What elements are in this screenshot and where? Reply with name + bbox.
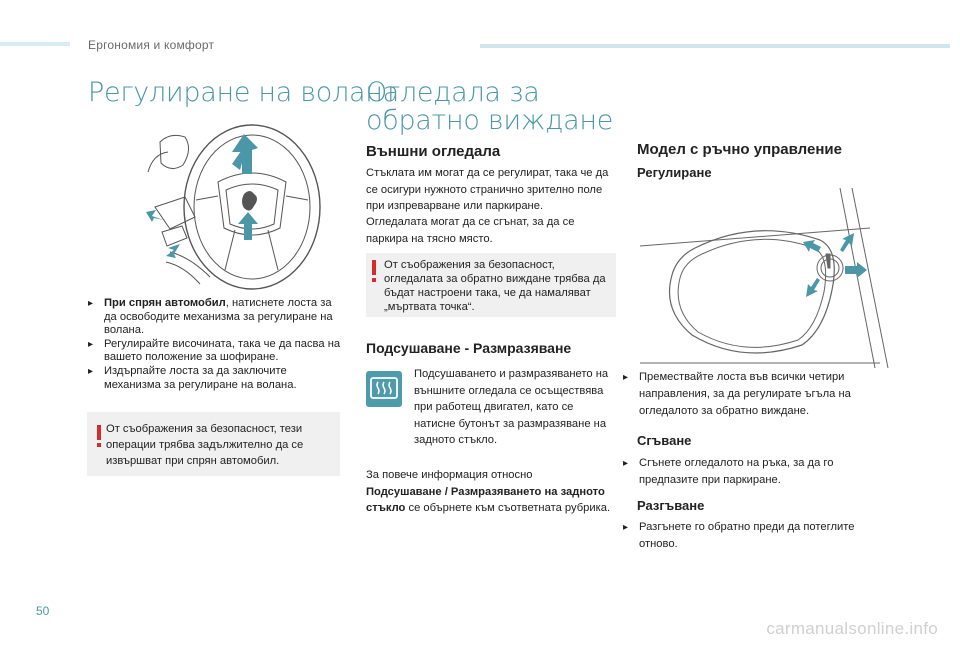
folding-para: Огледалата могат да се сгънат, за да се паркира на тясно място. xyxy=(366,216,575,245)
manual-model-heading: Модел с ръчно управление xyxy=(637,141,842,158)
exclamation-icon xyxy=(372,260,376,281)
list-item: ▸ Премествайте лоста във всички четири направления, за да регулирате ъгъла на огледалото за обратно виждане. xyxy=(623,371,851,417)
section-title: Ергономия и комфорт xyxy=(88,38,215,52)
header-accent-line xyxy=(480,44,950,48)
direction-arrows-icon xyxy=(803,233,867,297)
steering-wheel-illustration xyxy=(140,112,325,292)
up-arrow-icon xyxy=(232,134,258,174)
page-number: 50 xyxy=(36,604,50,618)
steering-steps-list xyxy=(88,297,343,392)
fold-steps-list xyxy=(623,455,893,489)
defrost-heading: Подсушаване - Размразяване xyxy=(366,340,572,356)
header-accent-bar xyxy=(0,42,70,46)
arrow-bullet-icon: ▸ xyxy=(623,458,629,469)
external-mirrors-para: Стъклата им могат да се регулират, така че да се осигури нужното странично зрително поле при изпреварване или паркиране. xyxy=(366,167,609,212)
rear-defrost-icon xyxy=(366,371,402,407)
arrow-bullet-icon: ▸ xyxy=(88,338,94,350)
arrow-bullet-icon: ▸ xyxy=(88,298,94,309)
list-item: ▸ Разгънете го обратно преди да потеглите отново. xyxy=(623,521,855,550)
list-item: ▸ При спрян автомобил, натиснете лоста за да освободите механизма за регулиране на волана. xyxy=(88,297,333,337)
exclamation-icon xyxy=(97,425,101,446)
steering-warning-text: От съображения за безопасност, тези операции трябва задължително да се извършват при спрян автомобил. xyxy=(106,423,304,467)
mirror-control-illustration xyxy=(640,188,895,368)
steering-warning-box xyxy=(87,412,340,476)
adjust-steps-list xyxy=(623,369,893,420)
mirrors-title-line1: Огледала за xyxy=(366,77,540,108)
arrow-bullet-icon: ▸ xyxy=(623,522,629,533)
list-item: ▸ Сгънете огледалото на ръка, за да го предпазите при паркиране. xyxy=(623,457,834,486)
list-item: ▸ Регулирайте височината, така че да пасва на вашето положение за шофиране. xyxy=(88,337,341,364)
unfold-heading: Разгъване xyxy=(637,498,705,513)
list-item: ▸ Издърпайте лоста за да заключите механизма за регулиране на волана. xyxy=(88,364,297,391)
mirror-warning-box xyxy=(366,253,616,317)
unfold-steps-list xyxy=(623,519,893,553)
brand-logo-icon xyxy=(242,191,257,211)
mirrors-title-line2: обратно виждане xyxy=(366,105,614,136)
watermark-text: carmanualsonline.info xyxy=(766,619,938,638)
steering-title: Регулиране на волана xyxy=(88,77,399,108)
defrost-text: Подсушаването и размразяването на външните огледала се осъществява при работещ двигател, като се натисне бутонът за размразяване на задното стъкло. xyxy=(414,368,609,446)
adjust-heading: Регулиране xyxy=(637,165,712,180)
arrow-bullet-icon: ▸ xyxy=(623,372,629,383)
mirror-warning-text: От съображения за безопасност, огледалата за обратно виждане трябва да бъдат настроени така, че да намаляват „мъртвата точка“. xyxy=(384,259,606,313)
arrow-bullet-icon: ▸ xyxy=(88,365,94,377)
more-info-text: За повече информация относно Подсушаване / Размразяването на задното стъкло се обърнете към съответната рубрика. xyxy=(366,469,611,514)
fold-heading: Сгъване xyxy=(637,433,692,448)
external-mirrors-heading: Външни огледала xyxy=(366,143,501,160)
